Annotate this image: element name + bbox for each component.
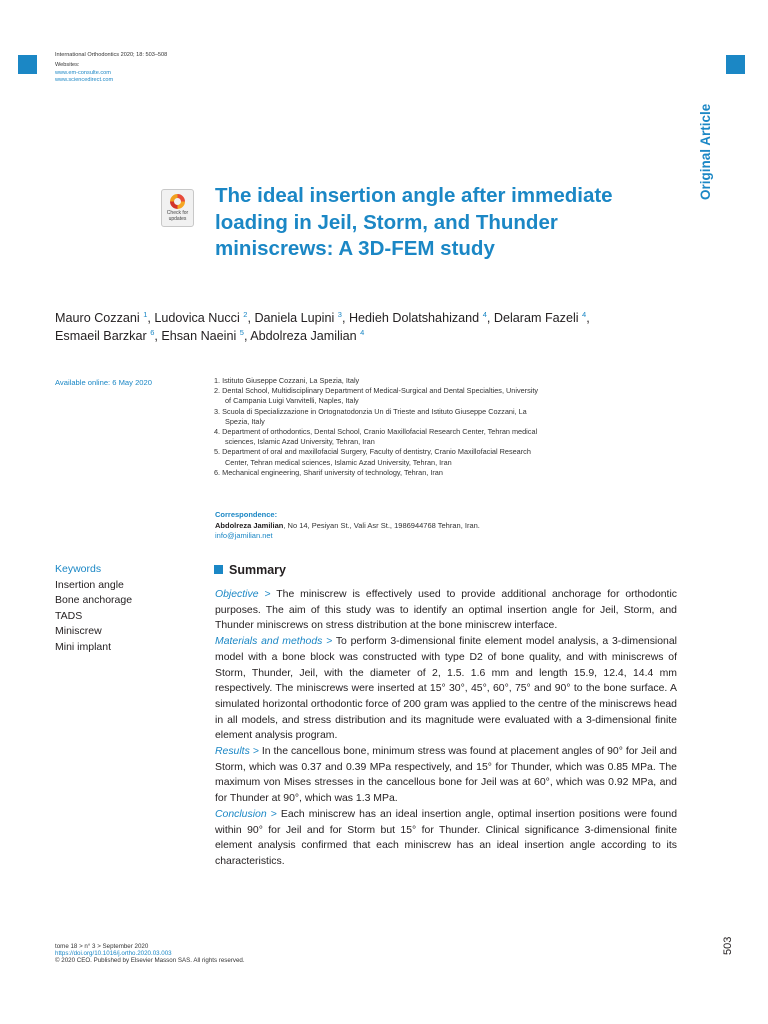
keywords-block	[55, 562, 132, 655]
websites-label: Websites:	[55, 62, 80, 69]
article-title: The ideal insertion angle after immediate loading in Jeil, Storm, and Thunder miniscrews: A 3D-FEM study	[215, 184, 613, 260]
results-label: Results >	[215, 746, 259, 758]
keyword-item: TADS	[55, 609, 83, 622]
affiliation-item: 6. Mechanical engineering, Sharif university of technology, Tehran, Iran	[214, 467, 443, 477]
affiliation-item: 3. Scuola di Specializzazione in Ortognatodonzia Un di Trieste and Istituto Giuseppe Cozzani, La Spezia, Italy	[214, 406, 527, 426]
objective-text: The miniscrew is effectively used to provide additional anchorage for orthodontic purposes. The aim of this study was to identify an optimal insertion angle for Jeil, Storm, and Thunder miniscrews on stress distribution at the bone miniscrew interface.	[215, 589, 677, 632]
author-entry	[55, 329, 154, 343]
check-for-updates-badge[interactable]	[161, 189, 194, 227]
author-name: Hedieh Dolatshahizand	[348, 311, 480, 325]
author-affiliation-number: 1	[143, 310, 148, 319]
summary-heading	[214, 563, 286, 577]
keyword-item: Insertion angle	[55, 578, 124, 591]
results-text: In the cancellous bone, minimum stress was found at placement angles of 90° for Jeil and Storm, which was 0.37 and 0.39 MPa respectively, and 15° for Thunder, which was 0.85 MPa. The maximum von Mises stresses in the cancellous bone for Jeil was at 60°, which was 0.92 MPa, and for Thunder at 90°, which was 1.3 MPa.	[215, 746, 677, 805]
author-entry	[349, 311, 487, 325]
page-footer	[55, 943, 245, 965]
author-entry	[254, 311, 342, 325]
author-name: Esmaeil Barzkar	[55, 329, 147, 343]
journal-header	[55, 52, 167, 85]
methods-text: To perform 3-dimensional finite element model analysis, a 3-dimensional model with a bone block was constructed with type D2 of bone quality, and with miniscrews of Storm, Thunder, Jeil, with the diameter of 2, 1.5. 1.6 mm and length 15.9, 12.4, 14.4 mm respectively. The miniscrews were inserted at 15° 30°, 45°, 60°, 75° and 90° to the bone surface. A simulated horizontal orthodontic force of 200 gram was applied to the centre of the miniscrews head in all models, and stress distribution and its magnitude were evaluated with a 3-dimensional finite element analysis program.	[215, 636, 677, 742]
affiliation-item: 4. Department of orthodontics, Dental School, Cranio Maxillofacial Research Center, Tehran medical sciences, Islamic Azad University, Tehran, Iran	[214, 427, 538, 447]
correspondence-heading: Correspondence:	[215, 510, 278, 519]
keyword-item: Bone anchorage	[55, 594, 133, 606]
affiliation-item: 1. Istituto Giuseppe Cozzani, La Spezia, Italy	[214, 376, 360, 385]
author-separator: ,	[147, 311, 155, 325]
author-name: Delaram Fazeli	[493, 311, 579, 325]
author-separator: ,	[586, 311, 590, 325]
updates-logo-icon	[170, 194, 185, 209]
correspondence-block	[215, 510, 545, 542]
methods-paragraph	[215, 634, 677, 744]
correspondence-email-link[interactable]: info@jamilian.net	[215, 531, 273, 540]
author-separator: ,	[243, 329, 251, 343]
author-separator: ,	[486, 311, 494, 325]
abstract-body	[215, 587, 677, 870]
author-separator: ,	[247, 311, 255, 325]
author-name: Ludovica Nucci	[154, 311, 240, 325]
page-number: 503	[722, 936, 734, 955]
conclusion-label: Conclusion >	[215, 808, 277, 820]
author-separator: ,	[154, 329, 162, 343]
issue-info: tome 18 > n° 3 > September 2020	[55, 943, 149, 950]
available-online-date: Available online: 6 May 2020	[55, 378, 152, 387]
corner-square-left	[18, 55, 37, 74]
affiliation-list	[214, 376, 544, 478]
affiliation-item: 5. Department of oral and maxillofacial Surgery, Faculty of dentistry, Cranio Maxillofacial Research Center, Tehran medical sciences, Islamic Azad University, Tehran, Iran	[214, 447, 531, 467]
methods-label: Materials and methods >	[215, 636, 333, 648]
badge-line-1: Check for	[166, 210, 189, 216]
author-entry	[494, 311, 586, 325]
author-name: Abdolreza Jamilian	[250, 329, 357, 343]
website-link-sciencedirect[interactable]: www.sciencedirect.com	[55, 77, 114, 84]
author-affiliation-number: 5	[239, 328, 244, 337]
author-entry	[55, 311, 147, 325]
author-affiliation-number: 2	[243, 310, 248, 319]
keyword-item: Mini implant	[55, 640, 112, 653]
author-affiliation-number: 3	[337, 310, 342, 319]
author-entry	[161, 329, 244, 343]
keywords-heading: Keywords	[55, 563, 102, 575]
author-name: Daniela Lupini	[254, 311, 335, 325]
author-separator: ,	[341, 311, 349, 325]
author-affiliation-number: 4	[360, 328, 365, 337]
keyword-item: Miniscrew	[55, 625, 102, 637]
objective-paragraph	[215, 587, 677, 634]
conclusion-paragraph	[215, 807, 677, 870]
correspondence-name: Abdolreza Jamilian	[215, 520, 284, 530]
author-affiliation-number: 4	[582, 310, 587, 319]
results-paragraph	[215, 744, 677, 807]
doi-link[interactable]: https://doi.org/10.1016/j.ortho.2020.03.003	[55, 950, 172, 958]
summary-heading-text: Summary	[229, 563, 286, 577]
copyright-line: © 2020 CEO. Published by Elsevier Masson SAS. All rights reserved.	[55, 957, 245, 965]
author-name: Mauro Cozzani	[55, 311, 140, 325]
objective-label: Objective >	[215, 589, 271, 600]
section-label: Original Article	[698, 103, 713, 200]
correspondence-address: , No 14, Pesiyan St., Vali Asr St., 1986944768 Tehran, Iran.	[283, 520, 480, 530]
author-affiliation-number: 6	[150, 328, 155, 337]
corner-square-right	[726, 55, 745, 74]
summary-square-icon	[214, 565, 223, 574]
badge-line-2: updates	[168, 215, 187, 222]
author-entry	[154, 311, 247, 325]
journal-citation: International Orthodontics 2020; 18: 503–508	[55, 52, 168, 58]
conclusion-text: Each miniscrew has an ideal insertion angle, optimal insertion positions were found within 90° for Jeil and for Storm but 15° for Thunder. Clinical significance 3-dimensional finite element analysis confirmed that each miniscrew has an ideal insertion angle according to its characteristics.	[215, 808, 678, 867]
website-link-emconsulte[interactable]: www.em-consulte.com	[55, 69, 111, 76]
author-entry	[250, 329, 364, 343]
author-name: Ehsan Naeini	[161, 329, 237, 343]
author-affiliation-number: 4	[482, 310, 487, 319]
author-list	[55, 309, 615, 345]
affiliation-item: 2. Dental School, Multidisciplinary Department of Medical-Surgical and Dental Specialties, University of Campania Luigi Vanvitelli, Naples, Italy	[214, 386, 539, 406]
